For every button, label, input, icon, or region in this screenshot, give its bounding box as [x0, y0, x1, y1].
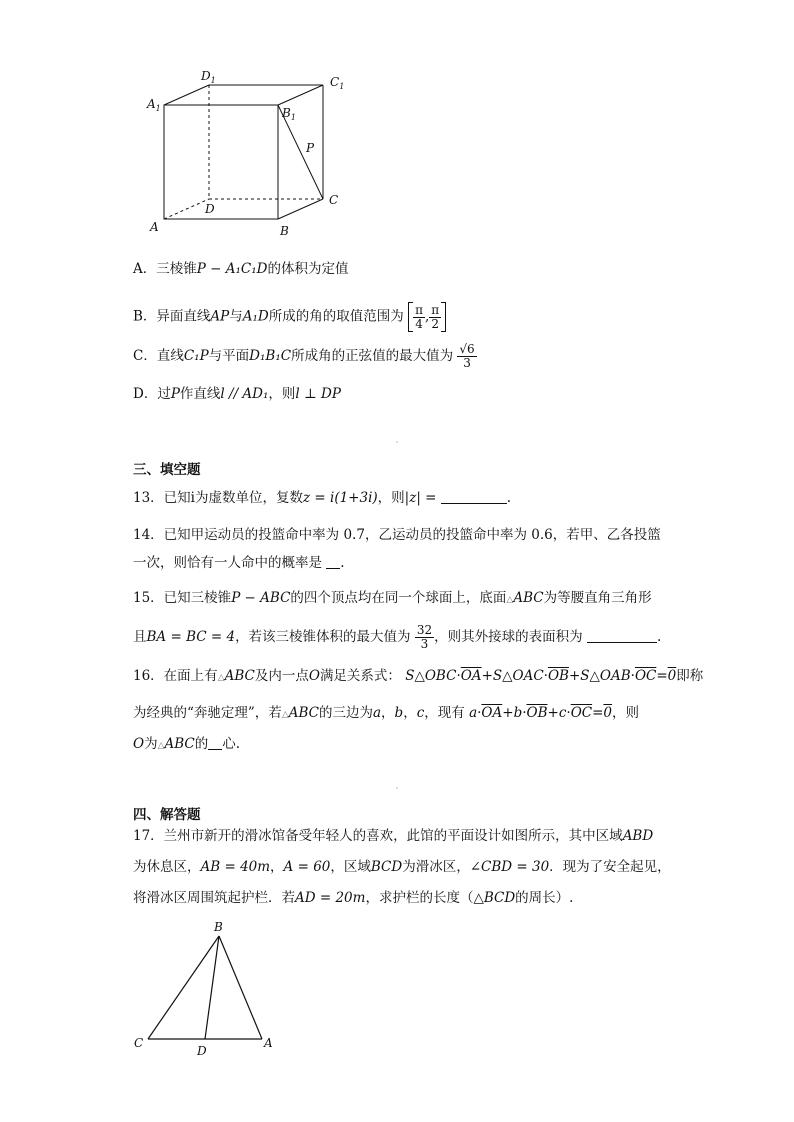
- hidden-edge-a-d: [164, 199, 209, 219]
- edge-b-c: [278, 199, 323, 219]
- label-c: C: [329, 193, 339, 207]
- question-16-line-2: 为经典的“奔驰定理”，若△ABC的三边为a，b，c，现有 $a\cdot\overline{OA}+b\cdot\overline{OB}+c\cdot\overline{OC}=0$，则: [133, 705, 639, 721]
- question-13: 13．已知i为虚数单位，复数z = i(1+3i)，则|z| = .: [133, 490, 512, 506]
- question-14-line-1: 14．已知甲运动员的投篮命中率为 0.7，乙运动员的投篮命中率为 0.6，若甲、乙各投篮: [133, 527, 661, 543]
- question-17-line-2: 为休息区，AB = 40m，A = 60，区域BCD为滑冰区，∠CBD = 30．现为了安全起见，: [133, 859, 671, 875]
- tri-label-c: C: [134, 1036, 144, 1050]
- side-ba: [219, 936, 262, 1039]
- answer-blank-16[interactable]: [208, 735, 222, 750]
- label-d: D: [205, 202, 215, 216]
- option-b: B．异面直线AP与A₁D所成的角的取值范围为 $\frac{\pi}{4}$ , $\frac{\pi}{2}$: [133, 302, 446, 332]
- question-15-line-1: 15．已知三棱锥P − ABC的四个顶点均在同一个球面上，底面△ABC为等腰直角三角形: [133, 590, 652, 606]
- cube-front-face: [164, 105, 278, 219]
- label-d1: $D_1$: [201, 69, 216, 85]
- side-cb: [148, 936, 219, 1039]
- question-16-line-3: O为△ABC的 心.: [133, 736, 241, 752]
- label-a1: $A_1$: [147, 97, 161, 113]
- tri-label-b: B: [214, 920, 223, 934]
- question-17-line-1: 17．兰州市新开的滑冰馆备受年轻人的喜欢，此馆的平面设计如图所示，其中区域ABD: [133, 828, 654, 844]
- label-b1: $B_1$: [282, 106, 296, 122]
- question-14-line-2: 一次，则恰有一人命中的概率是 .: [133, 555, 345, 571]
- answer-blank-14[interactable]: [326, 554, 340, 569]
- segment-bd: [205, 936, 219, 1039]
- label-c1: $C_1$: [330, 75, 345, 91]
- option-c: C．直线C₁P与平面D₁B₁C所成角的正弦值的最大值为 $\frac{√6}{3}$: [133, 342, 475, 370]
- answer-blank-13[interactable]: [441, 489, 507, 504]
- edge-a1-d1: [164, 85, 209, 105]
- cube-diagram: [0, 0, 794, 260]
- option-a: A．三棱锥P − A₁C₁D的体积为定值: [133, 261, 349, 277]
- answer-blank-15[interactable]: [587, 628, 657, 643]
- triangle-diagram: [0, 915, 794, 1115]
- tri-label-a: A: [264, 1036, 273, 1050]
- question-17-line-3: 将滑冰区周围筑起护栏．若AD = 20m，求护栏的长度（△BCD的周长）.: [133, 890, 574, 906]
- edge-b1-c1: [278, 85, 323, 105]
- label-b: B: [280, 224, 289, 238]
- tri-label-d: D: [197, 1044, 207, 1058]
- section-fill-in-title: 三、填空题: [133, 462, 201, 478]
- option-d: D．过P作直线l // AD₁，则l ⊥ DP: [133, 386, 341, 402]
- label-a: A: [150, 220, 159, 234]
- question-15-line-2: 且BA = BC = 4，若该三棱锥体积的最大值为 $\frac{32}{3}$ ，则其外接球的表面积为 .: [133, 623, 662, 651]
- question-16-line-1: 16．在面上有△ABC及内一点O满足关系式： $S\triangle OBC\cdot\overline{OA}+S\triangle OAC\cdot\overline{OB}+S\triangle OAB\cdot\overline{OC}=0$即称: [133, 668, 704, 684]
- label-p: P: [306, 141, 315, 155]
- section-solution-title: 四、解答题: [133, 807, 201, 823]
